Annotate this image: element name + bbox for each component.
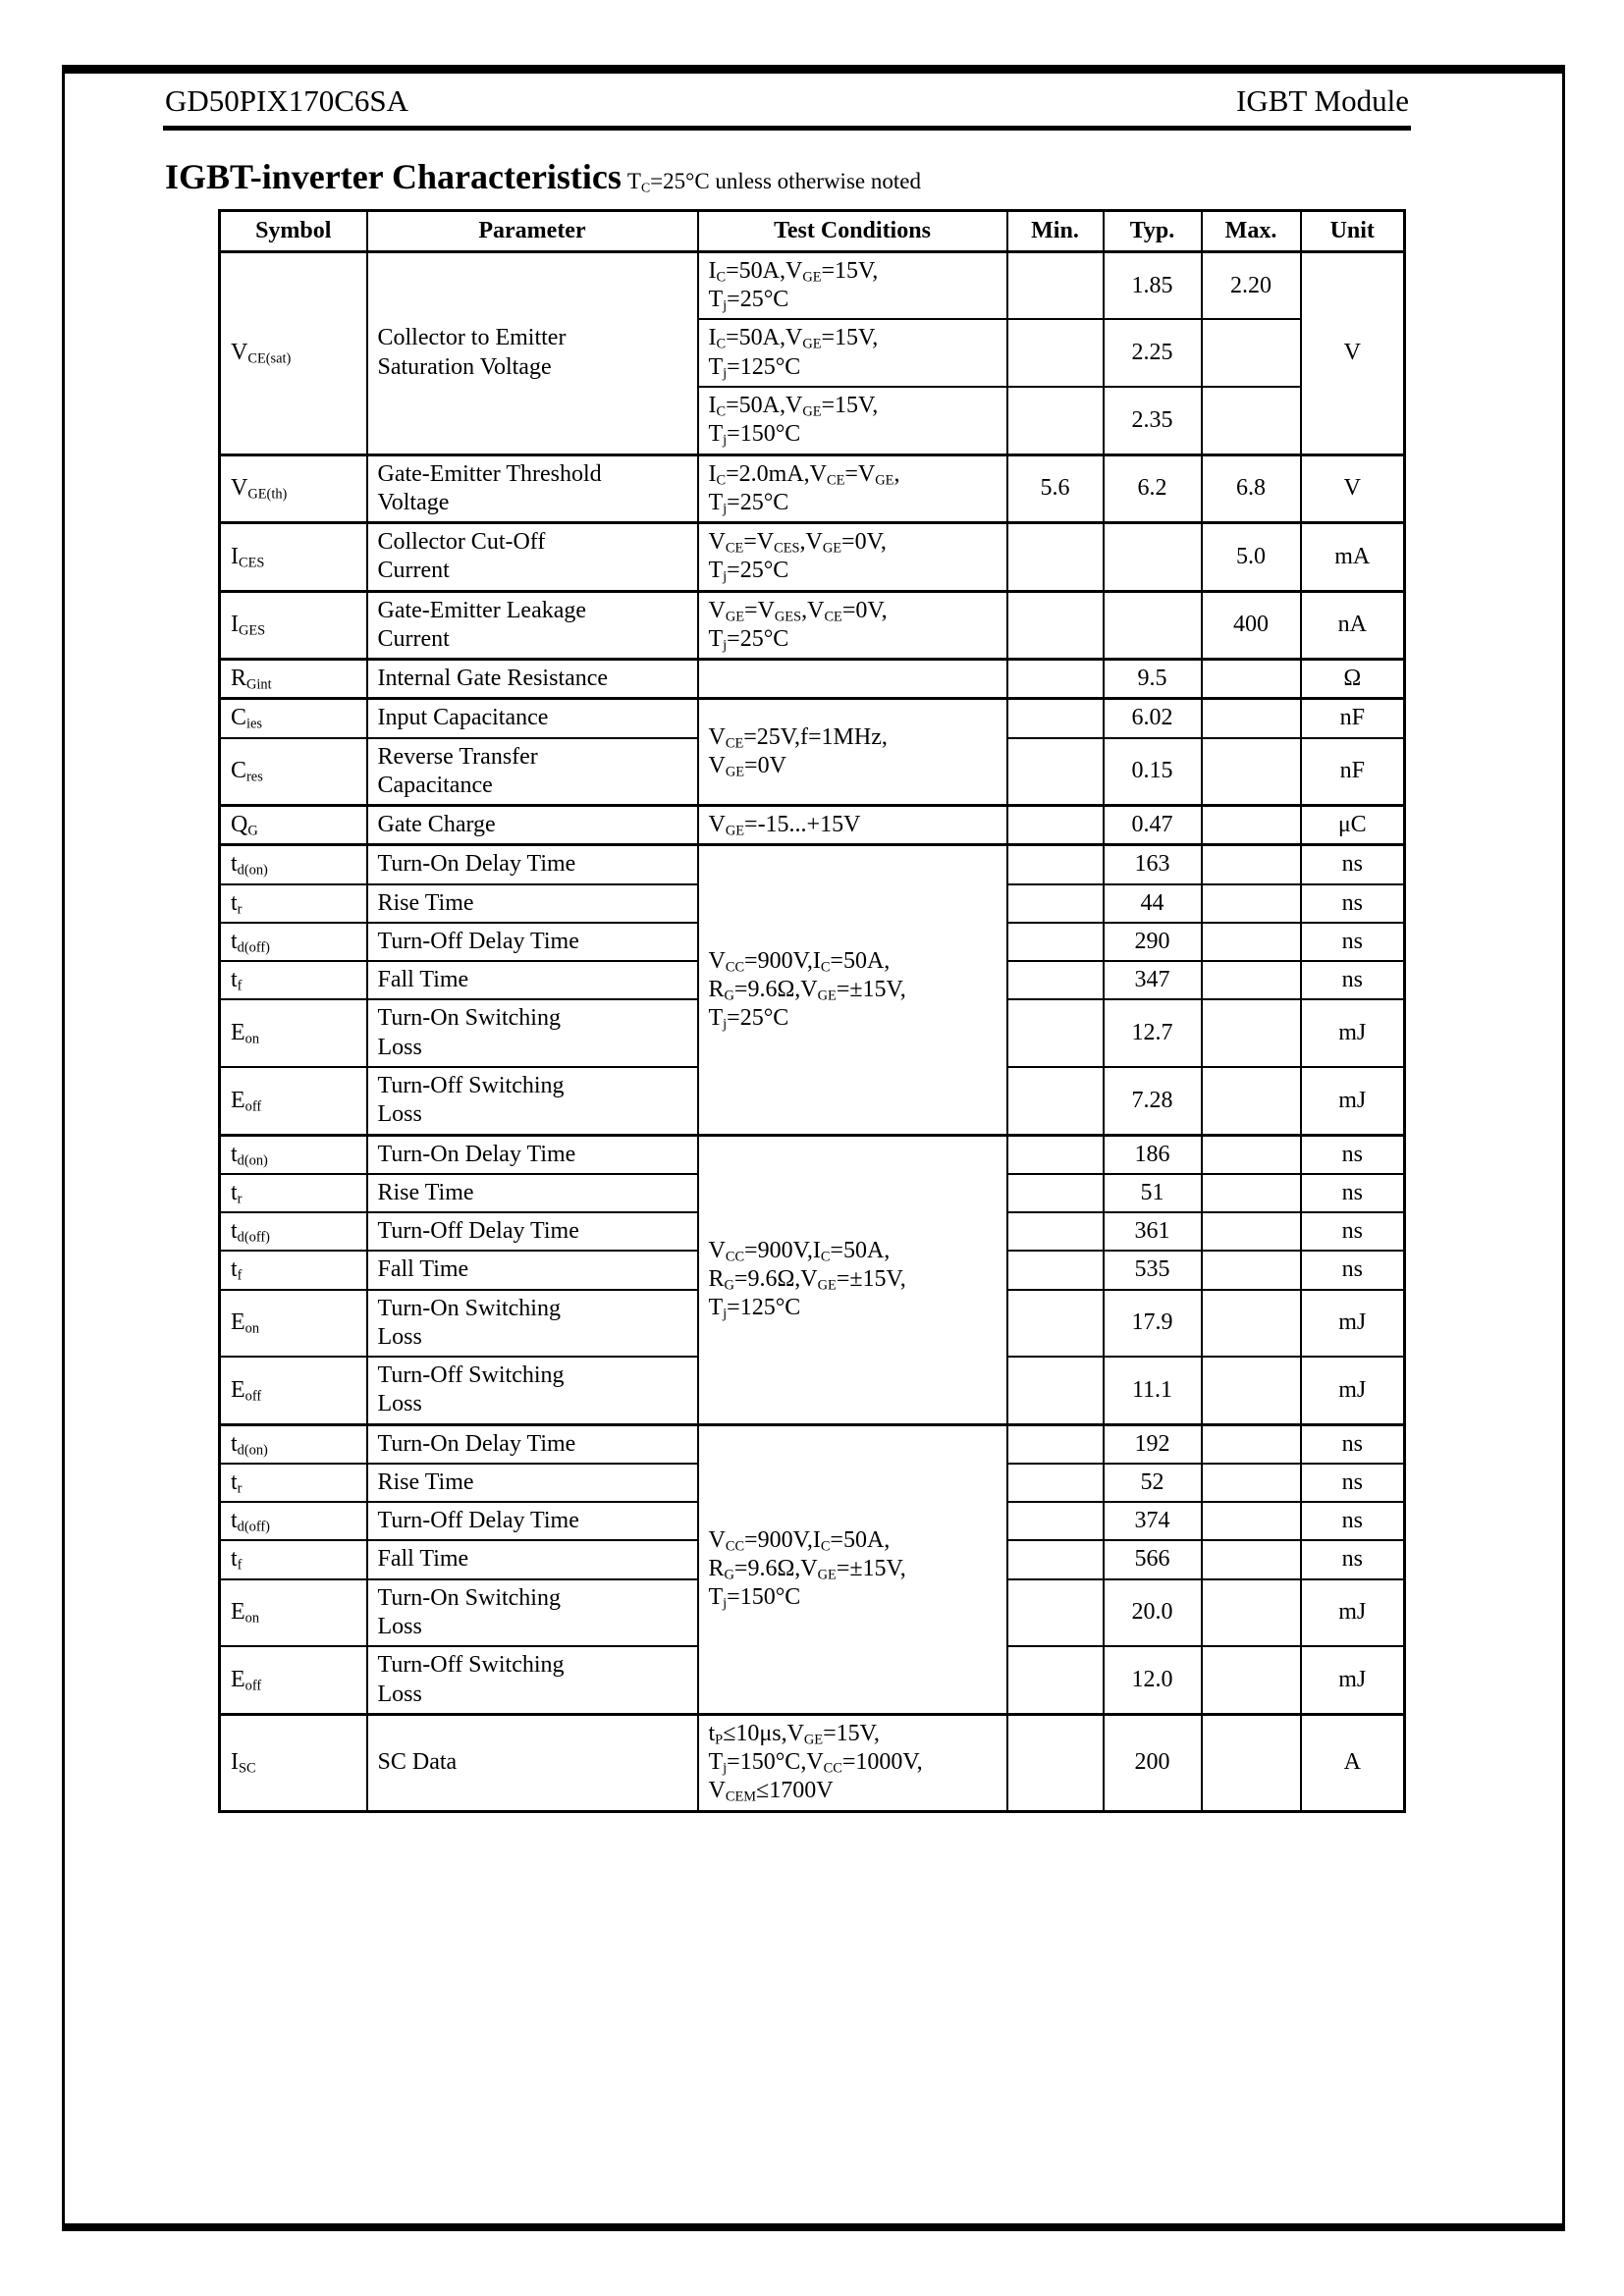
product-name: GD50PIX170C6SA <box>165 83 409 118</box>
symbol-cell: $R_{Gint}$ <box>220 660 367 699</box>
max-cell <box>1202 699 1301 738</box>
module-type: IGBT Module <box>1236 83 1409 118</box>
min-cell <box>1007 923 1104 961</box>
max-cell <box>1202 1540 1301 1578</box>
symbol-cell: $V_{CE(sat)}$ <box>220 251 367 454</box>
min-cell <box>1007 845 1104 884</box>
conditions-cell: $V_{CC}=900V,I_C=50A$, $R_G=9.6\Omega,V_{GE}=\pm 15V$, $T_j=125^\circ C$ <box>698 1135 1007 1424</box>
min-cell <box>1007 591 1104 660</box>
parameter-cell: Turn-Off Switching Loss <box>367 1646 698 1714</box>
symbol-cell: $E_{on}$ <box>220 1579 367 1647</box>
min-cell <box>1007 1174 1104 1212</box>
min-cell <box>1007 523 1104 592</box>
unit-cell: μC <box>1301 806 1405 845</box>
max-cell <box>1202 1464 1301 1502</box>
max-cell <box>1202 845 1301 884</box>
page-frame <box>62 65 1565 2231</box>
parameter-cell: Gate-Emitter Leakage Current <box>367 591 698 660</box>
symbol-cell: $t_{d(off)}$ <box>220 1502 367 1540</box>
symbol-cell: $C_{res}$ <box>220 738 367 806</box>
unit-cell: mJ <box>1301 1646 1405 1714</box>
max-cell <box>1202 319 1301 387</box>
parameter-cell: Turn-On Switching Loss <box>367 999 698 1067</box>
typ-cell: 2.35 <box>1104 387 1202 454</box>
typ-cell <box>1104 591 1202 660</box>
typ-cell: 12.0 <box>1104 1646 1202 1714</box>
conditions-cell: $V_{CE}=V_{CES},V_{GE}=0V$, $T_j=25^\circ C$ <box>698 523 1007 592</box>
conditions-cell: $V_{CC}=900V,I_C=50A$, $R_G=9.6\Omega,V_{GE}=\pm 15V$, $T_j=25^\circ C$ <box>698 845 1007 1135</box>
symbol-cell: $I_{CES}$ <box>220 523 367 592</box>
symbol-cell: $V_{GE(th)}$ <box>220 454 367 523</box>
parameter-cell: Gate-Emitter Threshold Voltage <box>367 454 698 523</box>
unit-cell: ns <box>1301 1540 1405 1578</box>
min-cell <box>1007 1290 1104 1358</box>
symbol-cell: $E_{on}$ <box>220 999 367 1067</box>
max-cell <box>1202 1579 1301 1647</box>
max-cell <box>1202 1646 1301 1714</box>
typ-cell: 52 <box>1104 1464 1202 1502</box>
typ-cell: 11.1 <box>1104 1357 1202 1424</box>
typ-cell: 361 <box>1104 1212 1202 1251</box>
section-title: IGBT-inverter Characteristics <box>165 156 622 196</box>
typ-cell: 20.0 <box>1104 1579 1202 1647</box>
unit-cell: mJ <box>1301 1357 1405 1424</box>
unit-cell: V <box>1301 251 1405 454</box>
min-cell <box>1007 1646 1104 1714</box>
parameter-cell: Internal Gate Resistance <box>367 660 698 699</box>
max-cell: 5.0 <box>1202 523 1301 592</box>
conditions-cell: $I_C=50A,V_{GE}=15V$, $T_j=150^\circ C$ <box>698 387 1007 454</box>
unit-cell: nA <box>1301 591 1405 660</box>
parameter-cell: Fall Time <box>367 961 698 999</box>
typ-cell: 163 <box>1104 845 1202 884</box>
table-row <box>220 806 1405 845</box>
typ-cell: 51 <box>1104 1174 1202 1212</box>
symbol-cell: $E_{on}$ <box>220 1290 367 1358</box>
symbol-column-header: Symbol <box>220 210 367 251</box>
typ-cell: 17.9 <box>1104 1290 1202 1358</box>
symbol-cell: $t_{d(on)}$ <box>220 1424 367 1464</box>
unit-cell: A <box>1301 1714 1405 1811</box>
min-cell <box>1007 1067 1104 1135</box>
min-cell <box>1007 1579 1104 1647</box>
max-cell <box>1202 1135 1301 1174</box>
table-row <box>220 699 1405 738</box>
max-cell <box>1202 1357 1301 1424</box>
unit-column-header: Unit <box>1301 210 1405 251</box>
typ-cell: 186 <box>1104 1135 1202 1174</box>
min-cell <box>1007 738 1104 806</box>
unit-cell: mA <box>1301 523 1405 592</box>
parameter-cell: Turn-Off Switching Loss <box>367 1067 698 1135</box>
document-header <box>163 81 1411 131</box>
unit-cell: mJ <box>1301 999 1405 1067</box>
parameter-cell: Fall Time <box>367 1540 698 1578</box>
parameter-column-header: Parameter <box>367 210 698 251</box>
min-cell <box>1007 999 1104 1067</box>
parameter-cell: Turn-Off Delay Time <box>367 1502 698 1540</box>
typ-cell: 374 <box>1104 1502 1202 1540</box>
symbol-cell: $t_f$ <box>220 961 367 999</box>
max-cell <box>1202 1290 1301 1358</box>
typ-cell: 290 <box>1104 923 1202 961</box>
table-header-row <box>220 210 1405 251</box>
typ-cell: 44 <box>1104 884 1202 923</box>
conditions-cell: $I_C=2.0mA,V_{CE}=V_{GE}$, $T_j=25^\circ C$ <box>698 454 1007 523</box>
parameter-cell: Gate Charge <box>367 806 698 845</box>
parameter-cell: Turn-Off Delay Time <box>367 1212 698 1251</box>
parameter-cell: Rise Time <box>367 1174 698 1212</box>
typ-cell: 566 <box>1104 1540 1202 1578</box>
table-row <box>220 251 1405 319</box>
max-cell <box>1202 1174 1301 1212</box>
min-cell <box>1007 319 1104 387</box>
typ-cell: 1.85 <box>1104 251 1202 319</box>
typ-cell: 200 <box>1104 1714 1202 1811</box>
max-cell <box>1202 1502 1301 1540</box>
unit-cell: ns <box>1301 1251 1405 1289</box>
symbol-cell: $t_{d(off)}$ <box>220 1212 367 1251</box>
parameter-cell: Fall Time <box>367 1251 698 1289</box>
table-row <box>220 845 1405 884</box>
max-cell: 2.20 <box>1202 251 1301 319</box>
typ-cell: 6.2 <box>1104 454 1202 523</box>
max-cell <box>1202 923 1301 961</box>
max-cell <box>1202 738 1301 806</box>
typ-cell <box>1104 523 1202 592</box>
max-cell <box>1202 884 1301 923</box>
max-cell <box>1202 961 1301 999</box>
conditions-cell <box>698 660 1007 699</box>
unit-cell: ns <box>1301 845 1405 884</box>
symbol-cell: $t_{d(off)}$ <box>220 923 367 961</box>
table-row <box>220 1135 1405 1174</box>
min-cell <box>1007 251 1104 319</box>
max-cell <box>1202 1067 1301 1135</box>
unit-cell: ns <box>1301 923 1405 961</box>
symbol-cell: $t_{d(on)}$ <box>220 1135 367 1174</box>
max-cell: 400 <box>1202 591 1301 660</box>
page-content <box>163 74 1411 1813</box>
min-cell <box>1007 660 1104 699</box>
unit-cell: ns <box>1301 961 1405 999</box>
typ-cell: 0.15 <box>1104 738 1202 806</box>
unit-cell: Ω <box>1301 660 1405 699</box>
parameter-cell: Turn-On Delay Time <box>367 1424 698 1464</box>
symbol-cell: $t_r$ <box>220 884 367 923</box>
symbol-cell: $I_{SC}$ <box>220 1714 367 1811</box>
parameter-cell: Input Capacitance <box>367 699 698 738</box>
table-row <box>220 523 1405 592</box>
typ-column-header: Typ. <box>1104 210 1202 251</box>
typ-cell: 535 <box>1104 1251 1202 1289</box>
parameter-cell: Turn-Off Switching Loss <box>367 1357 698 1424</box>
unit-cell: ns <box>1301 1502 1405 1540</box>
min-cell <box>1007 699 1104 738</box>
unit-cell: V <box>1301 454 1405 523</box>
min-cell <box>1007 884 1104 923</box>
max-cell <box>1202 1251 1301 1289</box>
conditions-column-header: Test Conditions <box>698 210 1007 251</box>
parameter-cell: Turn-Off Delay Time <box>367 923 698 961</box>
conditions-cell: $V_{GE}=V_{GES},V_{CE}=0V$, $T_j=25^\circ C$ <box>698 591 1007 660</box>
typ-cell: 12.7 <box>1104 999 1202 1067</box>
table-row <box>220 591 1405 660</box>
table-row <box>220 1714 1405 1811</box>
parameter-cell: Reverse Transfer Capacitance <box>367 738 698 806</box>
conditions-cell: $V_{CE}=25V,f=1MHz$, $V_{GE}=0V$ <box>698 699 1007 806</box>
parameter-cell: Turn-On Switching Loss <box>367 1290 698 1358</box>
max-cell <box>1202 999 1301 1067</box>
unit-cell: mJ <box>1301 1579 1405 1647</box>
unit-cell: ns <box>1301 1464 1405 1502</box>
typ-cell: 347 <box>1104 961 1202 999</box>
typ-cell: 6.02 <box>1104 699 1202 738</box>
max-cell <box>1202 660 1301 699</box>
unit-cell: ns <box>1301 884 1405 923</box>
parameter-cell: Collector Cut-Off Current <box>367 523 698 592</box>
min-cell <box>1007 1502 1104 1540</box>
unit-cell: ns <box>1301 1424 1405 1464</box>
max-column-header: Max. <box>1202 210 1301 251</box>
parameter-cell: Rise Time <box>367 884 698 923</box>
min-cell <box>1007 1714 1104 1811</box>
symbol-cell: $t_r$ <box>220 1174 367 1212</box>
table-row <box>220 1424 1405 1464</box>
table-row <box>220 660 1405 699</box>
unit-cell: ns <box>1301 1135 1405 1174</box>
typ-cell: 0.47 <box>1104 806 1202 845</box>
symbol-cell: $E_{off}$ <box>220 1067 367 1135</box>
parameter-cell: SC Data <box>367 1714 698 1811</box>
symbol-cell: $t_{d(on)}$ <box>220 845 367 884</box>
conditions-cell: $V_{CC}=900V,I_C=50A$, $R_G=9.6\Omega,V_{GE}=\pm 15V$, $T_j=150^\circ C$ <box>698 1424 1007 1714</box>
max-cell <box>1202 1424 1301 1464</box>
conditions-cell: $I_C=50A,V_{GE}=15V$, $T_j=25^\circ C$ <box>698 251 1007 319</box>
unit-cell: mJ <box>1301 1290 1405 1358</box>
min-cell <box>1007 1135 1104 1174</box>
max-cell: 6.8 <box>1202 454 1301 523</box>
unit-cell: mJ <box>1301 1067 1405 1135</box>
min-cell <box>1007 1212 1104 1251</box>
characteristics-table <box>218 209 1406 1813</box>
min-cell <box>1007 1424 1104 1464</box>
min-cell <box>1007 1464 1104 1502</box>
symbol-cell: $I_{GES}$ <box>220 591 367 660</box>
unit-cell: nF <box>1301 699 1405 738</box>
symbol-cell: $t_f$ <box>220 1540 367 1578</box>
symbol-cell: $t_f$ <box>220 1251 367 1289</box>
min-cell <box>1007 1251 1104 1289</box>
conditions-cell: $I_C=50A,V_{GE}=15V$, $T_j=125^\circ C$ <box>698 319 1007 387</box>
typ-cell: 7.28 <box>1104 1067 1202 1135</box>
max-cell <box>1202 1212 1301 1251</box>
typ-cell: 9.5 <box>1104 660 1202 699</box>
table-body <box>220 251 1405 1811</box>
typ-cell: 2.25 <box>1104 319 1202 387</box>
conditions-cell: $V_{GE}=-15...+15V$ <box>698 806 1007 845</box>
symbol-cell: $t_r$ <box>220 1464 367 1502</box>
max-cell <box>1202 1714 1301 1811</box>
section-heading <box>165 156 1411 197</box>
parameter-cell: Collector to Emitter Saturation Voltage <box>367 251 698 454</box>
min-cell <box>1007 387 1104 454</box>
section-subtitle: $T_C=25^\circ C$ unless otherwise noted <box>626 168 921 195</box>
min-cell <box>1007 1357 1104 1424</box>
parameter-cell: Rise Time <box>367 1464 698 1502</box>
symbol-cell: $E_{off}$ <box>220 1646 367 1714</box>
min-column-header: Min. <box>1007 210 1104 251</box>
max-cell <box>1202 806 1301 845</box>
conditions-cell: $t_P\le 10\mu s,V_{GE}=15V$, $T_j=150^\circ C,V_{CC}=1000V$, $V_{CEM}\le 1700V$ <box>698 1714 1007 1811</box>
unit-cell: nF <box>1301 738 1405 806</box>
min-cell <box>1007 806 1104 845</box>
max-cell <box>1202 387 1301 454</box>
symbol-cell: $E_{off}$ <box>220 1357 367 1424</box>
parameter-cell: Turn-On Delay Time <box>367 845 698 884</box>
table-row <box>220 454 1405 523</box>
unit-cell: ns <box>1301 1174 1405 1212</box>
symbol-cell: $Q_G$ <box>220 806 367 845</box>
min-cell: 5.6 <box>1007 454 1104 523</box>
parameter-cell: Turn-On Delay Time <box>367 1135 698 1174</box>
min-cell <box>1007 961 1104 999</box>
typ-cell: 192 <box>1104 1424 1202 1464</box>
parameter-cell: Turn-On Switching Loss <box>367 1579 698 1647</box>
min-cell <box>1007 1540 1104 1578</box>
symbol-cell: $C_{ies}$ <box>220 699 367 738</box>
unit-cell: ns <box>1301 1212 1405 1251</box>
